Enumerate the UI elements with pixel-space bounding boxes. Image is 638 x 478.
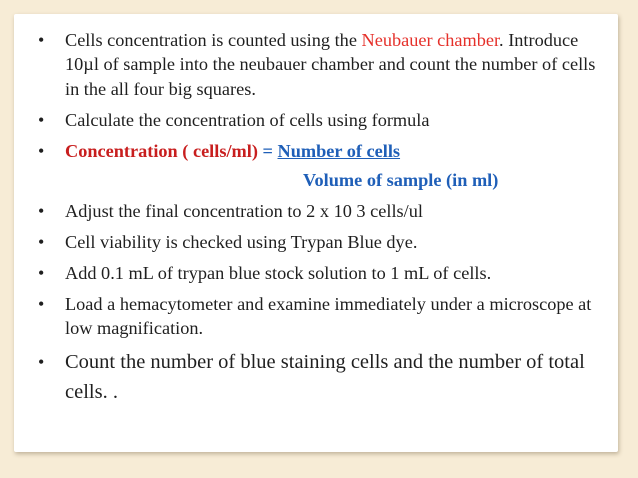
bullet-item-formula (38, 139, 613, 193)
formula-denominator: Volume of sample (in ml) (303, 170, 499, 191)
bullet-text: Cells concentration is counted using the (65, 30, 362, 50)
bullet-text: Calculate the concentration of cells using formula (65, 109, 430, 130)
bullet-text: Count the number of blue staining cells and the number of total cells. . (65, 350, 585, 403)
bullet-text: Load a hemacytometer and examine immediately under a microscope at low magnification. (65, 293, 592, 339)
bullet-text: Cell viability is checked using Trypan Blue dye. (65, 231, 418, 252)
bullet-item-viability (38, 230, 613, 254)
bullet-item-load-hemacytometer (38, 292, 613, 341)
bullet-item-calculate (38, 108, 613, 132)
bullet-item-adjust (38, 199, 613, 223)
formula-numerator: Number of cells (277, 140, 401, 161)
bullet-text: Add 0.1 mL of trypan blue stock solution to 1 mL of cells. (65, 262, 492, 283)
formula-label: Concentration ( cells/ml) (65, 140, 258, 161)
bullet-item-counting (38, 28, 613, 101)
bullet-item-add-trypan (38, 261, 613, 285)
neubauer-chamber-highlight: Neubauer chamber (361, 30, 500, 50)
bullet-text: Adjust the final concentration to 2 x 10 3 cells/ul (65, 200, 423, 221)
bullet-list (38, 28, 613, 413)
bullet-text: . Introduce 10µl of sample into the neubauer chamber and count the number of cells in the all four big squares. (65, 30, 596, 99)
slide-card (14, 14, 618, 452)
bullet-item-count (38, 347, 613, 407)
formula-equals: = (257, 140, 278, 161)
